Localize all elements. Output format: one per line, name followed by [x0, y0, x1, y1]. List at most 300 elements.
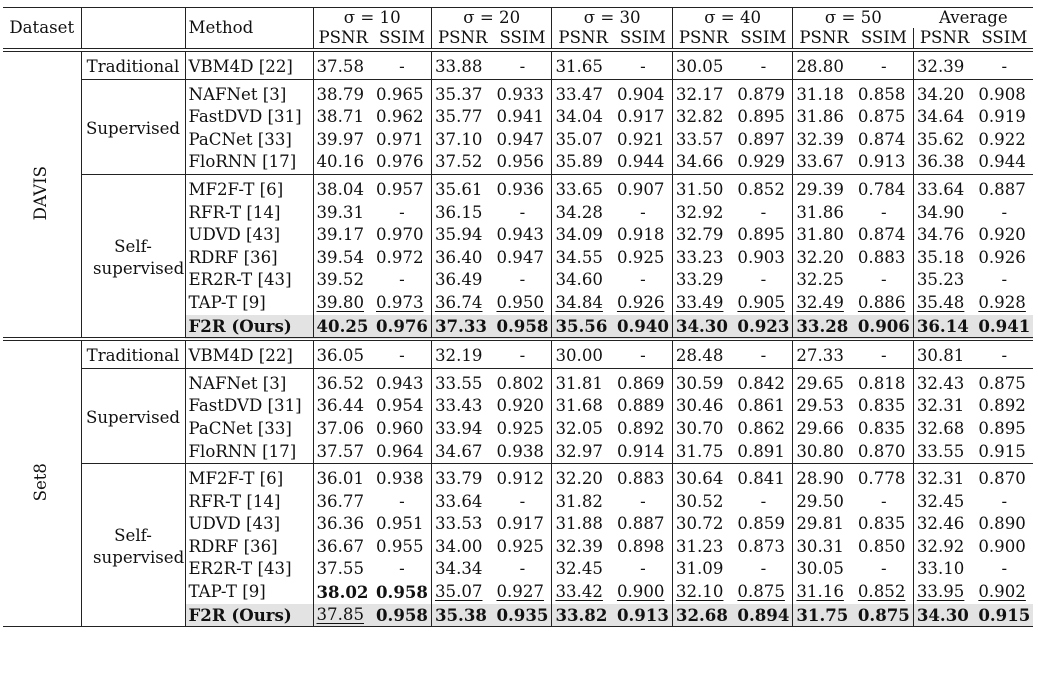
value-text: 37.55: [316, 559, 365, 579]
psnr-value: [552, 151, 614, 174]
value-text: 33.67: [796, 152, 844, 172]
ssim-value: [975, 491, 1033, 514]
value-text: 0.891: [737, 441, 785, 461]
ssim-value: [493, 368, 551, 395]
ssim-value: [855, 224, 913, 247]
method-name: MF2F-T [6]: [185, 174, 313, 201]
method-group-label: [81, 339, 185, 368]
ssim-value: [493, 558, 551, 581]
ssim-header: SSIM: [378, 28, 425, 47]
ssim-value: [734, 395, 792, 418]
value-text: 0.922: [978, 129, 1026, 149]
value-text: 32.92: [675, 202, 724, 222]
value-text: 0.835: [857, 396, 906, 416]
psnr-value: [672, 491, 734, 514]
value-text: 35.77: [434, 107, 483, 127]
value-text: -: [1001, 270, 1008, 290]
value-text: 31.86: [796, 202, 844, 222]
method-name: FloRNN [17]: [185, 441, 313, 464]
value-text: 32.68: [916, 418, 965, 438]
ssim-value: [734, 79, 792, 106]
ssim-value: [493, 129, 551, 152]
value-text: -: [519, 57, 526, 76]
value-text: 39.80: [316, 292, 365, 312]
value-text: 34.90: [916, 202, 965, 222]
psnr-value: [913, 151, 975, 174]
ssim-value: [975, 50, 1033, 79]
value-text: 36.40: [434, 247, 483, 267]
psnr-value: [313, 129, 373, 152]
value-text: 35.48: [916, 292, 965, 312]
ssim-header: SSIM: [981, 28, 1028, 47]
ssim-value: [614, 558, 672, 581]
dataset-header: Dataset: [3, 8, 81, 51]
method-name: PaCNet [33]: [185, 418, 313, 441]
psnr-value: [431, 79, 493, 106]
value-text: 31.82: [555, 491, 603, 511]
value-text: 34.30: [675, 315, 728, 336]
ssim-value: [493, 395, 551, 418]
method-name: UDVD [43]: [185, 513, 313, 536]
table-row: [3, 79, 1033, 106]
value-text: 32.31: [916, 396, 965, 416]
value-text: -: [519, 202, 526, 222]
method-group-label: [81, 464, 185, 627]
value-text: -: [1001, 559, 1008, 579]
value-text: 29.53: [796, 396, 844, 416]
value-text: 31.50: [675, 179, 724, 199]
value-text: 0.917: [496, 514, 544, 534]
ssim-value: [614, 491, 672, 514]
psnr-value: [552, 558, 614, 581]
psnr-value: [431, 368, 493, 395]
value-text: 32.79: [675, 225, 724, 245]
psnr-value: [552, 224, 614, 247]
ssim-value: [373, 247, 431, 270]
psnr-value: [913, 339, 975, 368]
ssim-value: [855, 581, 913, 604]
ssim-value: [975, 395, 1033, 418]
value-text: 34.28: [555, 202, 603, 222]
value-text: 30.52: [675, 491, 724, 511]
value-text: 0.927: [496, 582, 544, 602]
value-text: 0.887: [978, 179, 1026, 199]
value-text: -: [399, 559, 405, 579]
value-text: -: [640, 559, 646, 579]
header-row-sigma: [3, 8, 1033, 29]
psnr-value: [913, 247, 975, 270]
value-text: 30.05: [796, 559, 844, 579]
ssim-value: [614, 513, 672, 536]
ssim-value: [734, 513, 792, 536]
ssim-value: [614, 581, 672, 604]
value-text: 36.44: [316, 396, 365, 416]
value-text: 35.38: [434, 604, 487, 625]
value-text: 38.79: [316, 84, 365, 104]
psnr-value: [672, 418, 734, 441]
method-group-label: [81, 174, 185, 339]
value-text: 0.875: [857, 107, 906, 127]
value-text: 39.52: [316, 270, 365, 290]
psnr-value: [431, 151, 493, 174]
psnr-value: [913, 368, 975, 395]
value-text: -: [640, 202, 646, 222]
value-text: 34.84: [555, 292, 603, 312]
value-text: 0.859: [737, 514, 785, 534]
value-text: 0.897: [737, 129, 785, 149]
dataset-label: [3, 50, 81, 339]
ssim-value: [373, 558, 431, 581]
value-text: 32.49: [796, 292, 844, 312]
table-row: [3, 368, 1033, 395]
ssim-value: [975, 247, 1033, 270]
psnr-value: [672, 50, 734, 79]
psnr-value: [793, 513, 855, 536]
value-text: 40.16: [316, 152, 365, 172]
value-text: 0.917: [616, 107, 665, 127]
value-text: 0.892: [616, 418, 665, 438]
value-text: 0.958: [376, 582, 428, 603]
ssim-value: [614, 339, 672, 368]
psnr-value: [431, 536, 493, 559]
value-text: 0.925: [616, 247, 665, 267]
value-text: -: [760, 559, 767, 579]
ssim-header: SSIM: [860, 28, 907, 47]
psnr-value: [552, 106, 614, 129]
psnr-value: [431, 174, 493, 201]
value-text: 32.25: [796, 270, 844, 290]
psnr-value: [552, 513, 614, 536]
psnr-header: PSNR: [913, 28, 975, 50]
psnr-header: PSNR: [672, 28, 734, 50]
psnr-value: [552, 269, 614, 292]
value-text: 32.10: [675, 582, 724, 602]
value-text: 0.929: [737, 152, 785, 172]
value-text: 0.976: [376, 315, 428, 336]
value-text: 0.925: [496, 536, 544, 556]
value-text: 35.37: [434, 84, 483, 104]
psnr-value: [793, 395, 855, 418]
ssim-value: [855, 464, 913, 491]
ssim-value: [493, 292, 551, 315]
value-text: 36.77: [316, 491, 365, 511]
value-text: 0.818: [857, 373, 906, 393]
psnr-value: [313, 50, 373, 79]
method-group-label: [81, 79, 185, 174]
value-text: 0.940: [616, 315, 669, 336]
psnr-value: [313, 368, 373, 395]
table-row: [3, 50, 1033, 79]
psnr-value: [672, 581, 734, 604]
psnr-value: [313, 513, 373, 536]
ssim-value: [373, 174, 431, 201]
ssim-value: [855, 174, 913, 201]
psnr-value: [313, 491, 373, 514]
value-text: 32.20: [555, 469, 603, 489]
value-text: 34.64: [916, 107, 965, 127]
ssim-value: [734, 558, 792, 581]
value-text: 34.55: [555, 247, 603, 267]
psnr-value: [793, 50, 855, 79]
ssim-value: [734, 491, 792, 514]
value-text: 28.90: [796, 469, 844, 489]
ssim-value: [855, 418, 913, 441]
ssim-value: [493, 491, 551, 514]
ssim-value: [493, 441, 551, 464]
method-name: ER2R-T [43]: [185, 269, 313, 292]
psnr-value: [672, 441, 734, 464]
sigma-10-header: σ = 10: [313, 8, 431, 29]
value-text: 34.67: [434, 441, 483, 461]
psnr-header: PSNR: [793, 28, 855, 50]
ssim-value: [614, 536, 672, 559]
value-text: 0.883: [616, 469, 665, 489]
value-text: 0.842: [737, 373, 785, 393]
sigma-40-header: σ = 40: [672, 8, 792, 29]
psnr-value: [313, 558, 373, 581]
value-text: 33.57: [675, 129, 724, 149]
psnr-value: [431, 464, 493, 491]
value-text: 0.908: [978, 84, 1026, 104]
dataset-section: [3, 339, 1033, 627]
value-text: 37.06: [316, 418, 365, 438]
ssim-value: [373, 79, 431, 106]
value-text: 35.94: [434, 225, 483, 245]
psnr-value: [552, 247, 614, 270]
value-text: 30.46: [675, 396, 724, 416]
psnr-value: [552, 129, 614, 152]
value-text: 29.50: [796, 491, 844, 511]
ssim-value: [734, 581, 792, 604]
value-text: 0.920: [496, 396, 544, 416]
ssim-value: [975, 292, 1033, 315]
psnr-value: [672, 464, 734, 491]
value-text: 31.16: [796, 582, 844, 602]
value-text: 35.18: [916, 247, 965, 267]
ssim-value: [373, 129, 431, 152]
ssim-value: [975, 536, 1033, 559]
ssim-value: [614, 395, 672, 418]
dataset-section: [3, 50, 1033, 339]
ssim-value: [373, 269, 431, 292]
value-text: 30.80: [796, 441, 844, 461]
ssim-value: [373, 292, 431, 315]
value-text: 32.68: [675, 604, 728, 625]
value-text: 34.04: [555, 107, 603, 127]
method-group-label: [81, 50, 185, 79]
psnr-value: [913, 395, 975, 418]
psnr-value: [431, 558, 493, 581]
ssim-value: [855, 604, 913, 627]
value-text: 0.935: [496, 604, 549, 625]
ssim-value: [734, 604, 792, 627]
value-text: 32.20: [796, 247, 844, 267]
value-text: -: [640, 346, 646, 366]
value-text: 0.954: [376, 396, 424, 416]
psnr-value: [793, 174, 855, 201]
ssim-value: [373, 604, 431, 627]
value-text: 33.42: [555, 582, 603, 602]
psnr-value: [672, 151, 734, 174]
value-text: 32.39: [796, 129, 844, 149]
method-name: FloRNN [17]: [185, 151, 313, 174]
method-name: VBM4D [22]: [185, 339, 313, 368]
value-text: -: [640, 270, 646, 290]
psnr-value: [913, 106, 975, 129]
value-text: -: [1001, 202, 1008, 222]
value-text: 0.938: [376, 469, 424, 489]
value-text: 0.870: [857, 441, 906, 461]
value-text: 39.31: [316, 202, 365, 222]
ssim-value: [734, 202, 792, 225]
ssim-value: [614, 79, 672, 106]
psnr-value: [793, 491, 855, 514]
psnr-value: [793, 441, 855, 464]
value-text: 0.869: [616, 373, 665, 393]
value-text: -: [399, 346, 405, 366]
value-text: 0.938: [496, 441, 544, 461]
value-text: 0.886: [857, 292, 906, 312]
ssim-header: SSIM: [499, 28, 546, 47]
psnr-value: [793, 581, 855, 604]
psnr-value: [913, 441, 975, 464]
psnr-value: [431, 491, 493, 514]
value-text: 33.10: [916, 559, 965, 579]
value-text: 33.88: [434, 57, 483, 76]
psnr-value: [552, 604, 614, 627]
value-text: 36.36: [316, 514, 365, 534]
value-text: 0.875: [857, 604, 910, 625]
ssim-value: [614, 129, 672, 152]
psnr-value: [913, 315, 975, 340]
value-text: 30.70: [675, 418, 724, 438]
value-text: -: [1001, 57, 1008, 76]
value-text: 33.29: [675, 270, 724, 290]
value-text: 35.07: [434, 582, 483, 602]
ssim-header: SSIM: [619, 28, 666, 47]
value-text: 0.962: [376, 107, 424, 127]
ssim-value: [855, 536, 913, 559]
value-text: 28.48: [675, 346, 724, 366]
psnr-value: [793, 418, 855, 441]
value-text: -: [399, 270, 405, 290]
value-text: 36.15: [434, 202, 483, 222]
ssim-value: [734, 292, 792, 315]
value-text: 37.33: [434, 315, 487, 336]
ssim-value: [493, 174, 551, 201]
psnr-value: [793, 106, 855, 129]
value-text: -: [881, 270, 887, 290]
value-text: 29.81: [796, 514, 844, 534]
value-text: 33.64: [916, 179, 965, 199]
value-text: 0.875: [737, 582, 785, 602]
ssim-value: [975, 368, 1033, 395]
value-text: 0.914: [616, 441, 665, 461]
psnr-value: [913, 581, 975, 604]
psnr-value: [552, 315, 614, 340]
value-text: -: [760, 270, 767, 290]
method-name: RFR-T [14]: [185, 202, 313, 225]
value-text: 0.944: [616, 152, 665, 172]
ssim-value: [975, 269, 1033, 292]
value-text: 0.892: [978, 396, 1026, 416]
value-text: 0.894: [737, 604, 790, 625]
value-text: 33.23: [675, 247, 724, 267]
psnr-value: [552, 536, 614, 559]
value-text: 36.52: [316, 373, 365, 393]
value-text: 33.64: [434, 491, 483, 511]
ssim-value: [493, 50, 551, 79]
ssim-value: [855, 79, 913, 106]
ssim-value: [614, 151, 672, 174]
ssim-value: [855, 151, 913, 174]
psnr-value: [313, 202, 373, 225]
ssim-value: [373, 368, 431, 395]
ssim-value: [614, 269, 672, 292]
value-text: -: [399, 57, 405, 76]
value-text: 32.45: [555, 559, 603, 579]
value-text: 31.75: [796, 604, 849, 625]
value-text: 33.82: [555, 604, 608, 625]
ssim-value: [493, 339, 551, 368]
value-text: -: [399, 202, 405, 222]
ssim-value: [855, 247, 913, 270]
ssim-value: [614, 50, 672, 79]
psnr-value: [913, 491, 975, 514]
psnr-value: [431, 292, 493, 315]
value-text: 32.43: [916, 373, 965, 393]
ssim-value: [855, 129, 913, 152]
value-text: 32.45: [916, 491, 965, 511]
value-text: 0.915: [978, 604, 1031, 625]
value-text: 0.943: [496, 225, 544, 245]
value-text: -: [881, 491, 887, 511]
ssim-value: [855, 441, 913, 464]
ssim-value: [373, 339, 431, 368]
psnr-value: [313, 604, 373, 627]
method-group-label: [81, 368, 185, 463]
psnr-value: [793, 224, 855, 247]
ssim-value: [855, 106, 913, 129]
psnr-value: [793, 558, 855, 581]
value-text: 0.957: [376, 179, 424, 199]
value-text: -: [881, 559, 887, 579]
value-text: -: [399, 491, 405, 511]
value-text: 38.02: [316, 582, 369, 603]
psnr-value: [431, 604, 493, 627]
psnr-value: [672, 292, 734, 315]
value-text: 0.906: [857, 315, 910, 336]
value-text: 29.39: [796, 179, 844, 199]
ssim-value: [493, 315, 551, 340]
psnr-value: [552, 395, 614, 418]
psnr-value: [313, 536, 373, 559]
method-name: RDRF [36]: [185, 247, 313, 270]
psnr-value: [913, 418, 975, 441]
value-text: 0.970: [376, 225, 424, 245]
psnr-value: [313, 292, 373, 315]
ssim-value: [975, 202, 1033, 225]
value-text: 37.52: [434, 152, 483, 172]
value-text: 31.81: [555, 373, 603, 393]
psnr-value: [793, 464, 855, 491]
value-text: 0.925: [496, 418, 544, 438]
value-text: 31.86: [796, 107, 844, 127]
psnr-value: [913, 202, 975, 225]
value-text: 30.64: [675, 469, 724, 489]
psnr-value: [913, 174, 975, 201]
psnr-value: [431, 106, 493, 129]
